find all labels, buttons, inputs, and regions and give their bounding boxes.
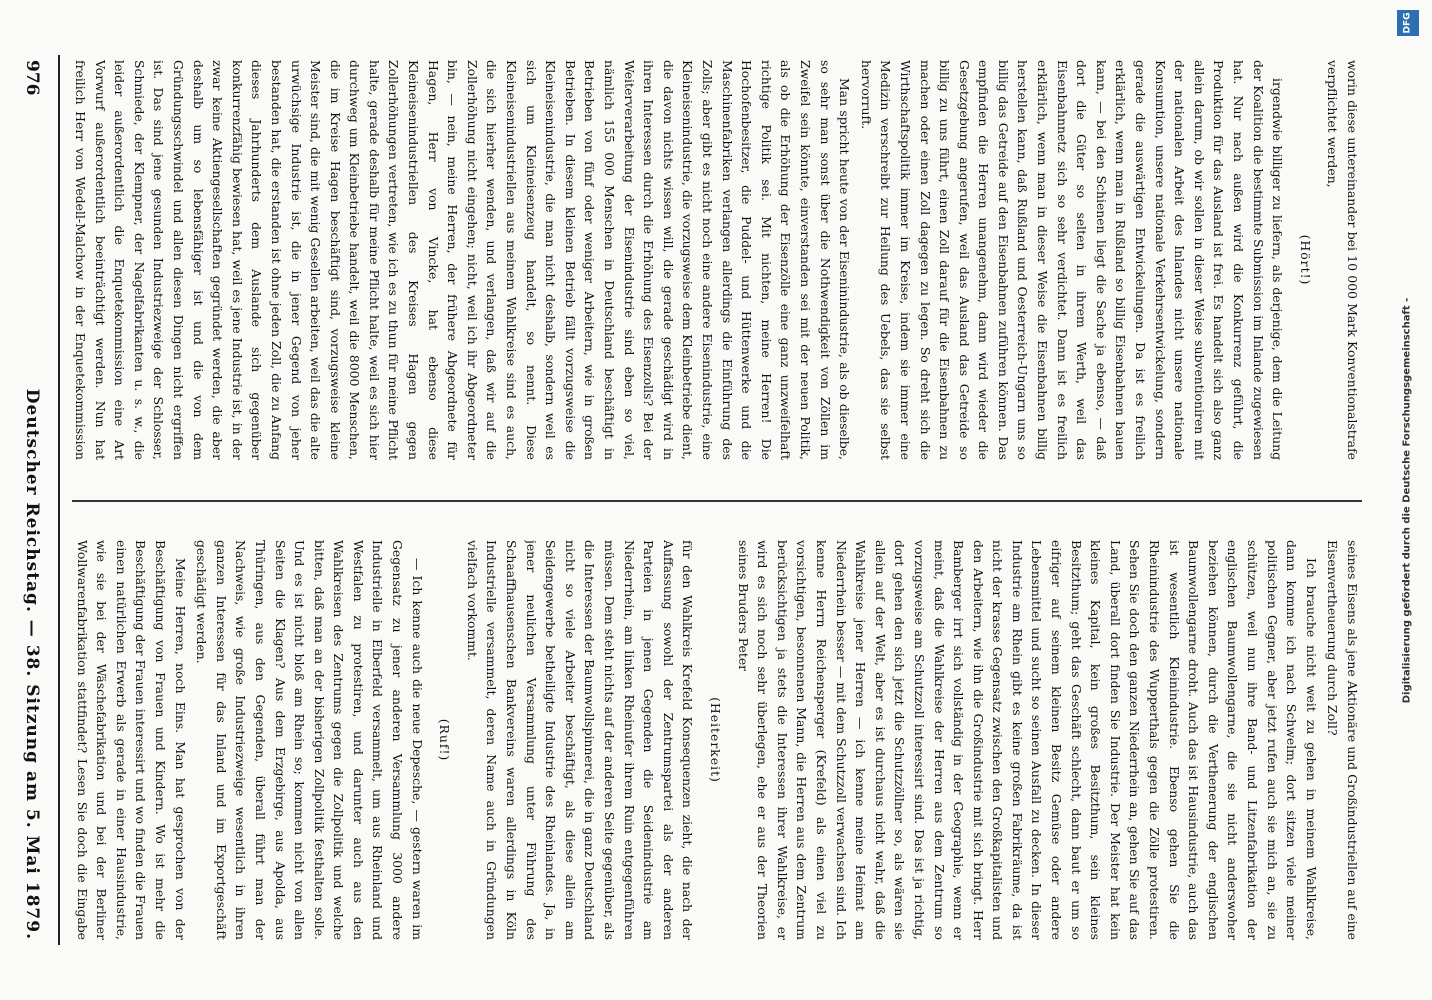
column-divider (72, 500, 1362, 502)
interjection: (Ruf!) (437, 718, 453, 762)
header-rule (58, 55, 60, 945)
running-header (12, 60, 52, 940)
page-number: 976 (22, 60, 42, 96)
paragraph: worin diese untereinander bei 10 000 Mark Konventionalstrafe verpflichtet werden, (1325, 60, 1360, 460)
page-title: Deutscher Reichstag. — 38. Sitzung am 5. Mai 1879. (22, 388, 42, 940)
interjection: (Hört!) (1297, 234, 1313, 286)
paragraph: irgendwie billiger zu liefern, als derjenige, dem die Leitung der Koalition die bestimmte Submission im Inlande zugewiesen hat. Nur nach außen wird die Konkurrenz geführt, die Produktion für das Ausland ist frei. Es handelt sich also ganz allein darum, ob wir sollen in dieser Weise subventioniren mit der nationalen Arbeit des Inlandes nicht unsere nationale Konsumtion, unsere nationale Verkehrsentwickelung, sondern gerade die auswärtigen Entwickelungen. Da ist es freilich erklärlich, wenn man in Rußland so billig Eisenbahnen bauen kann, — bei den Schienen liegt die Sache ja ebenso, — daß dort die Güter so selten in ihrem Werth, weil das Eisenbahnnetz sich so sehr verdichtet. Dann ist es freilich erklärlich, wenn man in dieser Weise die Eisenbahnen billig herstellen kann, daß Rußland und Oesterreich-Ungarn uns so billig das Getreide auf den Eisenbahnen zuführen können. Das empfinden die Herren unangenehm, dann wird wieder die Gesetzgebung angerufen, weil das Ausland das Getreide so billig zu uns führt, einen Zoll darauf für die Eisenbahnen zu machen oder einen Zoll dagegen zu legen. So dreht sich die Wirthschaftspolitik immer im Kreise, indem sie immer eine Medizin verschreibt zur Heilung des Uebels, das sie selbst hervorruft. (858, 60, 1286, 460)
paragraph: für den Wahlkreis Krefeld Konsequenzen zieht, die nach der Auffassung sowohl der Zentrumspartei als der anderen Parteien in jenen Gegenden die Seidenindustrie am Niederrhein, am linken Rheinufer ihrem Ruin entgegenführen müssen. Dem steht nichts auf der anderen Seite gegenüber, als die Interessen der Baumwollspinnerei, die in ganz Deutschland nicht so viele Arbeiter beschäftigt, als diese allein am Seidengewerbe betheiligte Industrie des Rheinlandes. Ja, in jener neulichen Versammlung unter Führung des Schaaffhausenschen Bankvereins waren allerdings in Köln Industrielle versammelt, deren Name auch in Gründungen vielfach vorkommt. (464, 540, 696, 940)
paragraph: — Ich kenne auch die neue Depesche, — gestern waren im Gegensatz zu jener anderen Versammlung 3000 andere Industrielle in Elberfeld versammelt, um aus Rheinland und Westfalen zu protestiren, und darunter auch aus den Wahlkreisen des Zentrums gegen die Zollpolitik und welche bitten, daß man an der bisherigen Zollpolitik festhalten solle. Und es ist nicht bloß am Rhein so; kommen nicht von allen Seiten die Klagen? Aus dem Erzgebirge, aus Apolda, aus Thüringen, aus den Gegenden, überall führt man der Nachweis, wie große Industriezweige wesentlich in ihren ganzen Interessen für das Inland und im Exportgeschäft geschädigt werden. (194, 540, 425, 940)
digitization-credit (1392, 40, 1422, 960)
paragraph: Man spricht heute von der Eiseninindustrie, als ob dieselbe, so sehr man sonst über die Nothwendigkeit von Zöllen im Zweifel sein könnte, einverstanden sei mit der neuen Politik, als ob die Erhöhung der Eisenzölle eine ganz unzweifelhaft richtige Politik sei. Mit nichten, meine Herren! Die Hochofenbesitzer, die Puddel- und Hüttenwerke und die Maschinenfabriken verlangen allerdings die Einführung des Zolls; aber gibt es nicht noch eine andere Eisenindustrie, eine Kleineisenindustrie, die vorzugsweise dem Kleinbetriebe dient, die davon nichts wissen will, die gerade geschädigt wird in ihren Interessen durch die Erhöhung des Eisenzolls? Bei der Weiterverarbeitung der Eisenindustrie sind eben so viel, nämlich 155 000 Menschen in Deutschland beschäftigt in Betrieben von fünf oder weniger Arbeitern, wie in großen Betrieben. In diesem kleinen Betrieb fällt vorzugsweise die Kleineisenindustrie, die man nicht deshalb, sondern weil es sich um Kleineisenzeug handelt, so nennt. Diese Kleineisenindustriellen aus meinem Wahlkreise sind es auch, die sich hierher wenden, und verlangen, daß wir auf die Zollerhöhung nicht eingehen; nicht, weil ich ihr Abgeordneter bin, — nein, meine Herren, der frühere Abgeordnete für Hagen, Herr von Vincke, hat ebenso diese Kleineisenindustriellen des Kreises Hagen gegen Zollerhöhungen vertreten, wie ich es zu thun für meine Pflicht halte, gerade deshalb für meine Pflicht halte, weil es sich hier durchweg um Kleinbetriebe handelt, weil die 8000 Menschen, die im Kreise Hagen beschäftigt sind, vorzugsweise kleine Meister sind, die mit wenig Gesellen arbeiten, weil das die alte urwüchsige Industrie ist, die in jener Gegend von jeher bestanden hat, die erstanden ist ohne jeden Zoll, die zu Anfang dieses Jahrhunderts dem Auslande sich gegenüber konkurrenzfähig bewiesen hat, weil es jene Industrie ist, in der zwar keine Aktiengesellschaften gegründet werden, die aber deshalb um so lebensfähiger ist und die von dem Gründungsschwindel und allen diesen Dingen nicht ergriffen ist. Das sind jene gesunden Industriezweige der Schlosser, Schmiede, der Klempner, der Nagelfabrikanten u. s. w., die leider außerordentlich die Enquetekommission eine Art Vorwurf außerordentlich beeinträchtigt werden. Nun hat freilich Herr von Wedell-Malchow in der Enquetekommission (73, 60, 853, 460)
dfg-logo-text: DFG (1402, 12, 1413, 34)
dfg-logo-icon (1397, 10, 1419, 36)
credit-text: Digitalisierung gefördert durch die Deutsche Forschungsgemeinschaft - (1401, 297, 1413, 703)
paragraph: Ich brauche nicht weit zu gehen in meinem Wahlkreise, dann komme ich nach Schwelm; dort sitzen viele meiner politischen Gegner, aber jetzt rufen auch sie mich an, sie zu schützen, weil nun ihre Band- und Litzenfabrikation der englischen Baumwollengarne, die sie nicht anderswoher beziehen können, durch die Verthenerung der englischen Baumwollengarne droht. Auch das ist Hausindustrie, auch das ist wesentlich Kleinindustrie. Ebenso gehen Sie die Rheinindustrie des Wupperthals gegen die Zölle protestiren. Sehen Sie doch den ganzen Niederrhein an, gehen Sie auf das Land, überall dort finden Sie Industrie. Der Meister hat kein kleines Kapital, kein großes Besitzthum, sein kleines Besitzthum; geht das Geschäft schlecht, dann baut er um so eifriger auf seinem kleinen Besitz Gemüse oder andere Lebensmittel und sucht so seinen Ausfall zu decken. In dieser Industrie am Rhein gibt es keine großen Fabrikräume, da ist nicht der krasse Gegensatz zwischen den Großkapitalisten und den Arbeitern, wie ihn die Großindustrie mit sich bringt. Herr Bamberger irrt sich vollständig in der Geographie, wenn er meint, daß die Wahlkreise der Herren aus dem Zentrum so vorzugsweise am Schutzzoll interessirt sind. Das ist ja richtig, dort gehen den sich jetzt die Schutzzöllner so, als wären sie allein auf der Welt, aber es ist durchaus nicht wahr, daß die Wahlkreise jener Herren — ich kenne meine Heimat am Niederrhein besser — mit dem Schutzzoll verwachsen sind. Ich kenne Herrn Reichensperger (Krefeld) als einen viel zu vorsichtigen, besonnenen Mann, die Herren aus dem Zentrum berücksichtigen ja stets die Interessen ihrer Wahlkreise, er wird es sich noch sehr überlegen, ehe er aus der Theorien seines Bruders Peter (735, 540, 1319, 940)
text-column-left (72, 60, 1362, 460)
paragraph: Meine Herren, noch Eins. Man hat gesprochen von der Beschäftigung von Frauen und Kindern. Wo ist mehr die Beschäftigung der Frauen interessirt und wo finden die Frauen einen natürlichen Erwerb als gerade in einer Hausindustrie, wie sie bei der Wäschefabrikation und bei der Berliner Wollwarenfabrikation stattfindet? Lesen Sie doch die Eingabe (74, 540, 188, 940)
paragraph: seines Eisens als jene Aktionäre und Großindustriellen auf eine Eisenvertheuerung durch Zoll? (1325, 540, 1360, 940)
interjection: (Heiterkeit) (708, 697, 723, 783)
text-column-right (72, 540, 1362, 940)
